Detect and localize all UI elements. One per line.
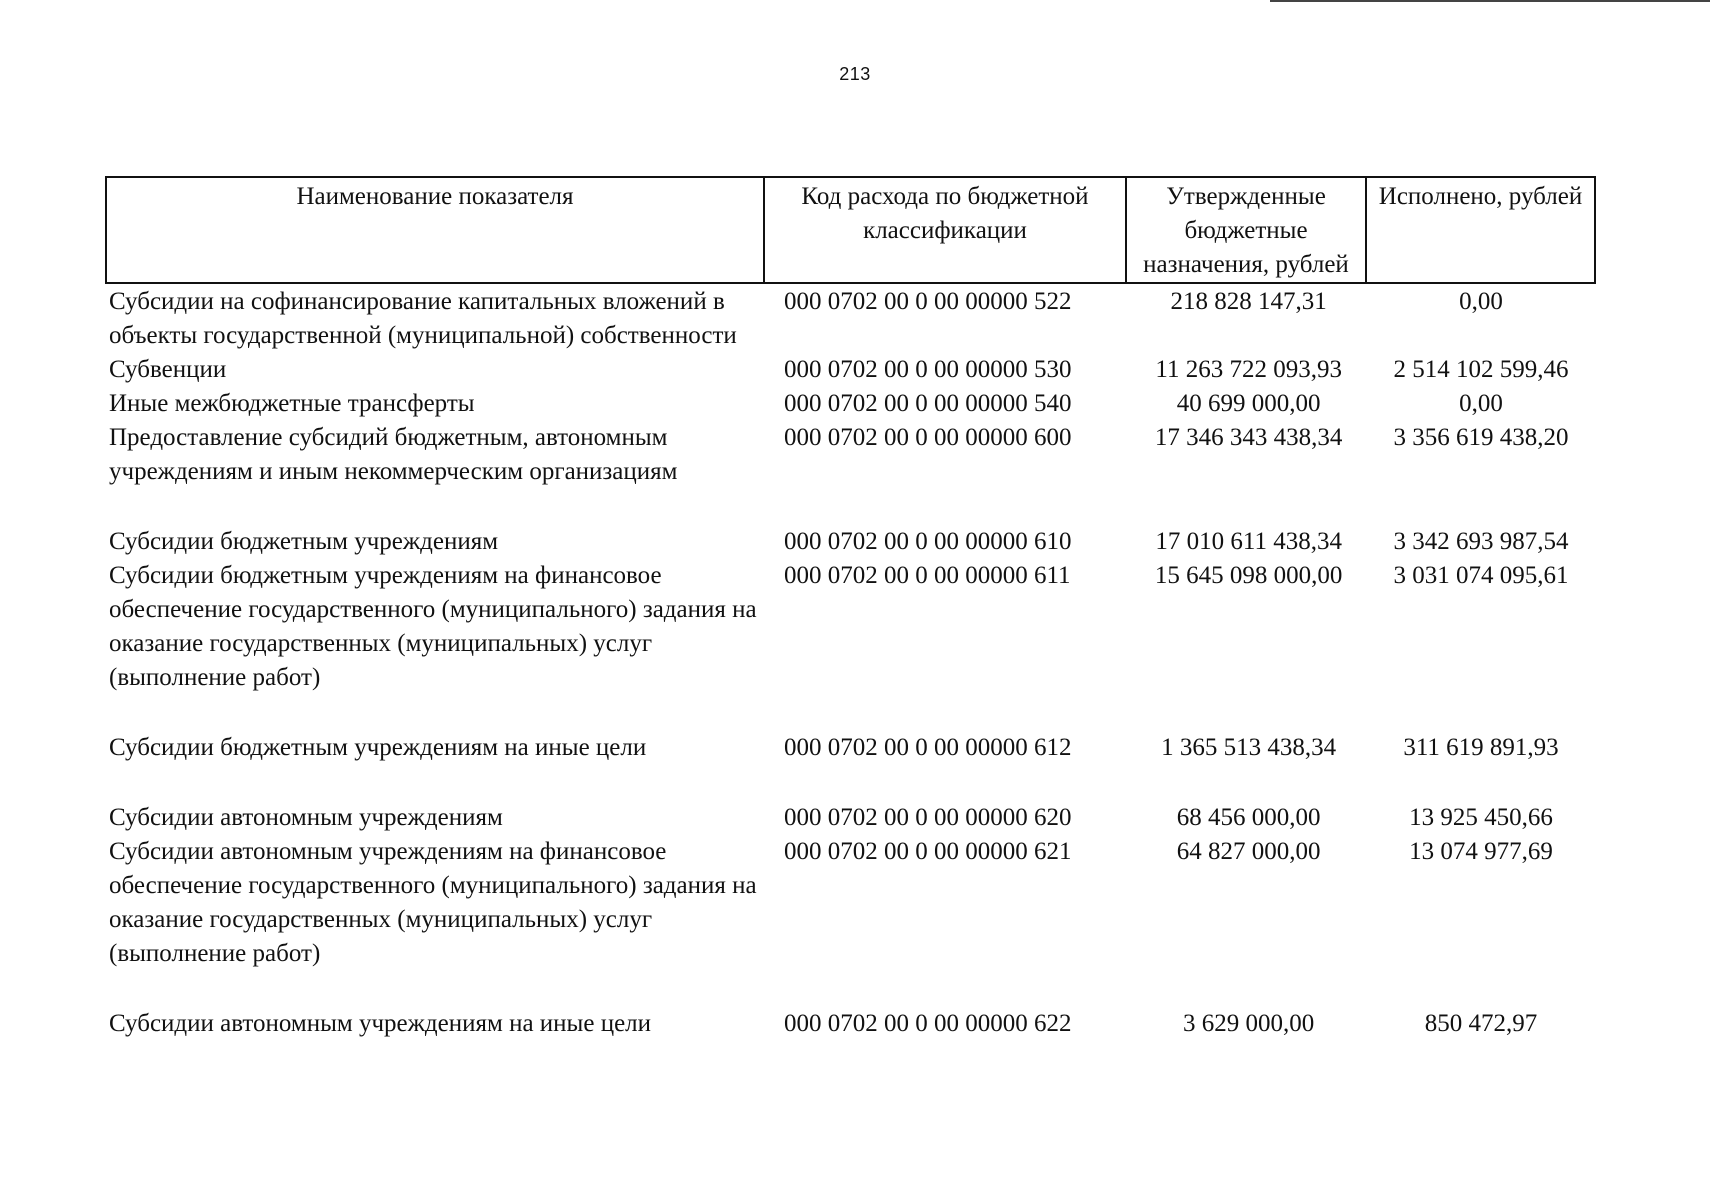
- row-spacer: [105, 971, 1595, 1007]
- row-spacer: [105, 695, 1595, 731]
- header-approved-appropriations: Утвержденные бюджетные назначения, рублей: [1126, 177, 1366, 283]
- indicator-name: Субсидии автономным учреждениям на иные цели: [109, 1010, 652, 1037]
- table-row: [105, 835, 1595, 971]
- header-budget-code: Код расхода по бюджетной классификации: [764, 177, 1126, 283]
- indicator-name: Субсидии автономным учреждениям: [109, 804, 503, 831]
- table-header: [105, 176, 1596, 284]
- executed-amount: 2 514 102 599,46: [1393, 356, 1569, 383]
- approved-amount: 68 456 000,00: [1176, 804, 1321, 831]
- table-row: [105, 285, 1595, 353]
- approved-amount: 40 699 000,00: [1176, 390, 1321, 417]
- budget-code: 000 0702 00 0 00 00000 621: [783, 838, 1072, 865]
- approved-amount: 3 629 000,00: [1183, 1010, 1315, 1037]
- budget-code: 000 0702 00 0 00 00000 530: [783, 356, 1072, 383]
- budget-code: 000 0702 00 0 00 00000 522: [783, 288, 1072, 315]
- budget-code: 000 0702 00 0 00 00000 620: [783, 804, 1072, 831]
- header-row: [106, 177, 1595, 283]
- table-row: [105, 559, 1595, 695]
- header-executed: Исполнено, рублей: [1366, 177, 1595, 283]
- executed-amount: 3 031 074 095,61: [1393, 562, 1569, 589]
- budget-code: 000 0702 00 0 00 00000 600: [783, 424, 1072, 451]
- table-row: [105, 421, 1595, 489]
- table-body: [105, 285, 1595, 1041]
- indicator-name: Субвенции: [109, 356, 227, 383]
- scan-edge-line: [1270, 0, 1710, 2]
- executed-amount: 3 342 693 987,54: [1393, 528, 1569, 555]
- page-number: 213: [839, 64, 871, 84]
- budget-code: 000 0702 00 0 00 00000 622: [783, 1010, 1072, 1037]
- indicator-name: Субсидии автономным учреждениям на финансовое обеспечение государственного (муниципального) задания на оказание государственных (муниципальных) услуг (выполнение работ): [109, 838, 757, 967]
- approved-amount: 15 645 098 000,00: [1154, 562, 1343, 589]
- approved-amount: 218 828 147,31: [1170, 288, 1327, 315]
- table-row: [105, 801, 1595, 835]
- table-row: [105, 525, 1595, 559]
- indicator-name: Субсидии бюджетным учреждениям на иные цели: [109, 734, 647, 761]
- executed-amount: 311 619 891,93: [1403, 734, 1559, 761]
- row-spacer: [105, 489, 1595, 525]
- executed-amount: 13 925 450,66: [1409, 804, 1553, 831]
- approved-amount: 17 010 611 438,34: [1155, 528, 1342, 555]
- header-indicator-name: Наименование показателя: [106, 177, 764, 283]
- budget-code: 000 0702 00 0 00 00000 612: [783, 734, 1072, 761]
- executed-amount: 3 356 619 438,20: [1393, 424, 1569, 451]
- executed-amount: 0,00: [1459, 288, 1503, 315]
- table-row: [105, 1007, 1595, 1041]
- indicator-name: Иные межбюджетные трансферты: [109, 390, 475, 417]
- table-row: [105, 731, 1595, 765]
- indicator-name: Предоставление субсидий бюджетным, автономным учреждениям и иным некоммерческим организациям: [109, 424, 678, 485]
- approved-amount: 11 263 722 093,93: [1155, 356, 1342, 383]
- indicator-name: Субсидии бюджетным учреждениям на финансовое обеспечение государственного (муниципального) задания на оказание государственных (муниципальных) услуг (выполнение работ): [109, 562, 757, 691]
- executed-amount: 13 074 977,69: [1409, 838, 1553, 865]
- row-spacer: [105, 765, 1595, 801]
- table-row: [105, 353, 1595, 387]
- budget-code: 000 0702 00 0 00 00000 611: [783, 562, 1071, 589]
- executed-amount: 850 472,97: [1424, 1010, 1538, 1037]
- approved-amount: 64 827 000,00: [1176, 838, 1321, 865]
- indicator-name: Субсидии на софинансирование капитальных вложений в объекты государственной (муниципальной) собственности: [109, 288, 737, 349]
- table-row: [105, 387, 1595, 421]
- executed-amount: 0,00: [1459, 390, 1503, 417]
- budget-code: 000 0702 00 0 00 00000 540: [783, 390, 1072, 417]
- budget-code: 000 0702 00 0 00 00000 610: [783, 528, 1072, 555]
- approved-amount: 17 346 343 438,34: [1154, 424, 1343, 451]
- approved-amount: 1 365 513 438,34: [1161, 734, 1337, 761]
- indicator-name: Субсидии бюджетным учреждениям: [109, 528, 499, 555]
